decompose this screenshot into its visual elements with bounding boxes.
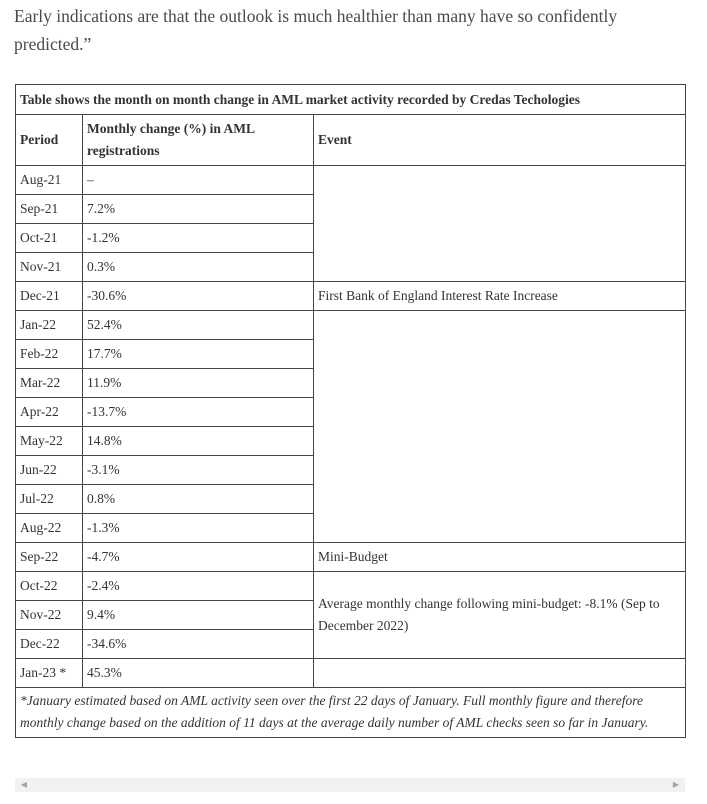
event-cell-empty — [314, 166, 686, 282]
period-cell: Aug-21 — [16, 166, 83, 195]
event-cell-average-change: Average monthly change following mini-budget: -8.1% (Sep to December 2022) — [314, 572, 686, 659]
change-cell: 45.3% — [83, 659, 314, 688]
change-cell: -3.1% — [83, 456, 314, 485]
period-cell: Nov-22 — [16, 601, 83, 630]
event-cell-rate-increase: First Bank of England Interest Rate Increase — [314, 282, 686, 311]
change-cell: -30.6% — [83, 282, 314, 311]
table-row — [16, 282, 686, 311]
period-cell: May-22 — [16, 427, 83, 456]
period-cell: Dec-21 — [16, 282, 83, 311]
table-row — [16, 659, 686, 688]
event-cell-mini-budget: Mini-Budget — [314, 543, 686, 572]
aml-table-container — [15, 84, 685, 738]
table-footnote: *January estimated based on AML activity seen over the first 22 days of January. Full monthly figure and therefore monthly change based on the addition of 11 days at the average daily number of AML checks seen so far in January. — [16, 688, 686, 738]
change-cell: -1.2% — [83, 224, 314, 253]
change-cell: 52.4% — [83, 311, 314, 340]
change-cell: -4.7% — [83, 543, 314, 572]
change-cell: 11.9% — [83, 369, 314, 398]
period-cell: Nov-21 — [16, 253, 83, 282]
period-cell: Feb-22 — [16, 340, 83, 369]
table-header-row — [16, 115, 686, 166]
header-change: Monthly change (%) in AML registrations — [83, 115, 314, 166]
table-row — [16, 543, 686, 572]
period-cell: Jan-22 — [16, 311, 83, 340]
table-caption: Table shows the month on month change in AML market activity recorded by Credas Techologies — [16, 85, 686, 115]
change-cell: 9.4% — [83, 601, 314, 630]
header-event: Event — [314, 115, 686, 166]
period-cell: Mar-22 — [16, 369, 83, 398]
change-cell: 0.8% — [83, 485, 314, 514]
scroll-right-icon[interactable]: ▶ — [672, 780, 680, 789]
table-row — [16, 166, 686, 195]
period-cell: Jul-22 — [16, 485, 83, 514]
event-cell-empty — [314, 311, 686, 543]
aml-activity-table — [15, 84, 686, 738]
table-row — [16, 311, 686, 340]
period-cell: Sep-21 — [16, 195, 83, 224]
change-cell: -1.3% — [83, 514, 314, 543]
horizontal-scrollbar[interactable] — [15, 778, 685, 792]
period-cell: Oct-21 — [16, 224, 83, 253]
change-cell: 0.3% — [83, 253, 314, 282]
scroll-left-icon[interactable]: ◀ — [20, 780, 28, 789]
change-cell: -13.7% — [83, 398, 314, 427]
period-cell: Oct-22 — [16, 572, 83, 601]
period-cell: Aug-22 — [16, 514, 83, 543]
period-cell: Jan-23 * — [16, 659, 83, 688]
change-cell: 7.2% — [83, 195, 314, 224]
change-cell: 14.8% — [83, 427, 314, 456]
change-cell: – — [83, 166, 314, 195]
period-cell: Apr-22 — [16, 398, 83, 427]
period-cell: Dec-22 — [16, 630, 83, 659]
change-cell: -2.4% — [83, 572, 314, 601]
table-row — [16, 572, 686, 601]
event-cell-empty — [314, 659, 686, 688]
change-cell: -34.6% — [83, 630, 314, 659]
period-cell: Jun-22 — [16, 456, 83, 485]
period-cell: Sep-22 — [16, 543, 83, 572]
intro-paragraph: Early indications are that the outlook is much healthier than many have so confidently predicted.” — [14, 6, 618, 54]
change-cell: 17.7% — [83, 340, 314, 369]
header-period: Period — [16, 115, 83, 166]
